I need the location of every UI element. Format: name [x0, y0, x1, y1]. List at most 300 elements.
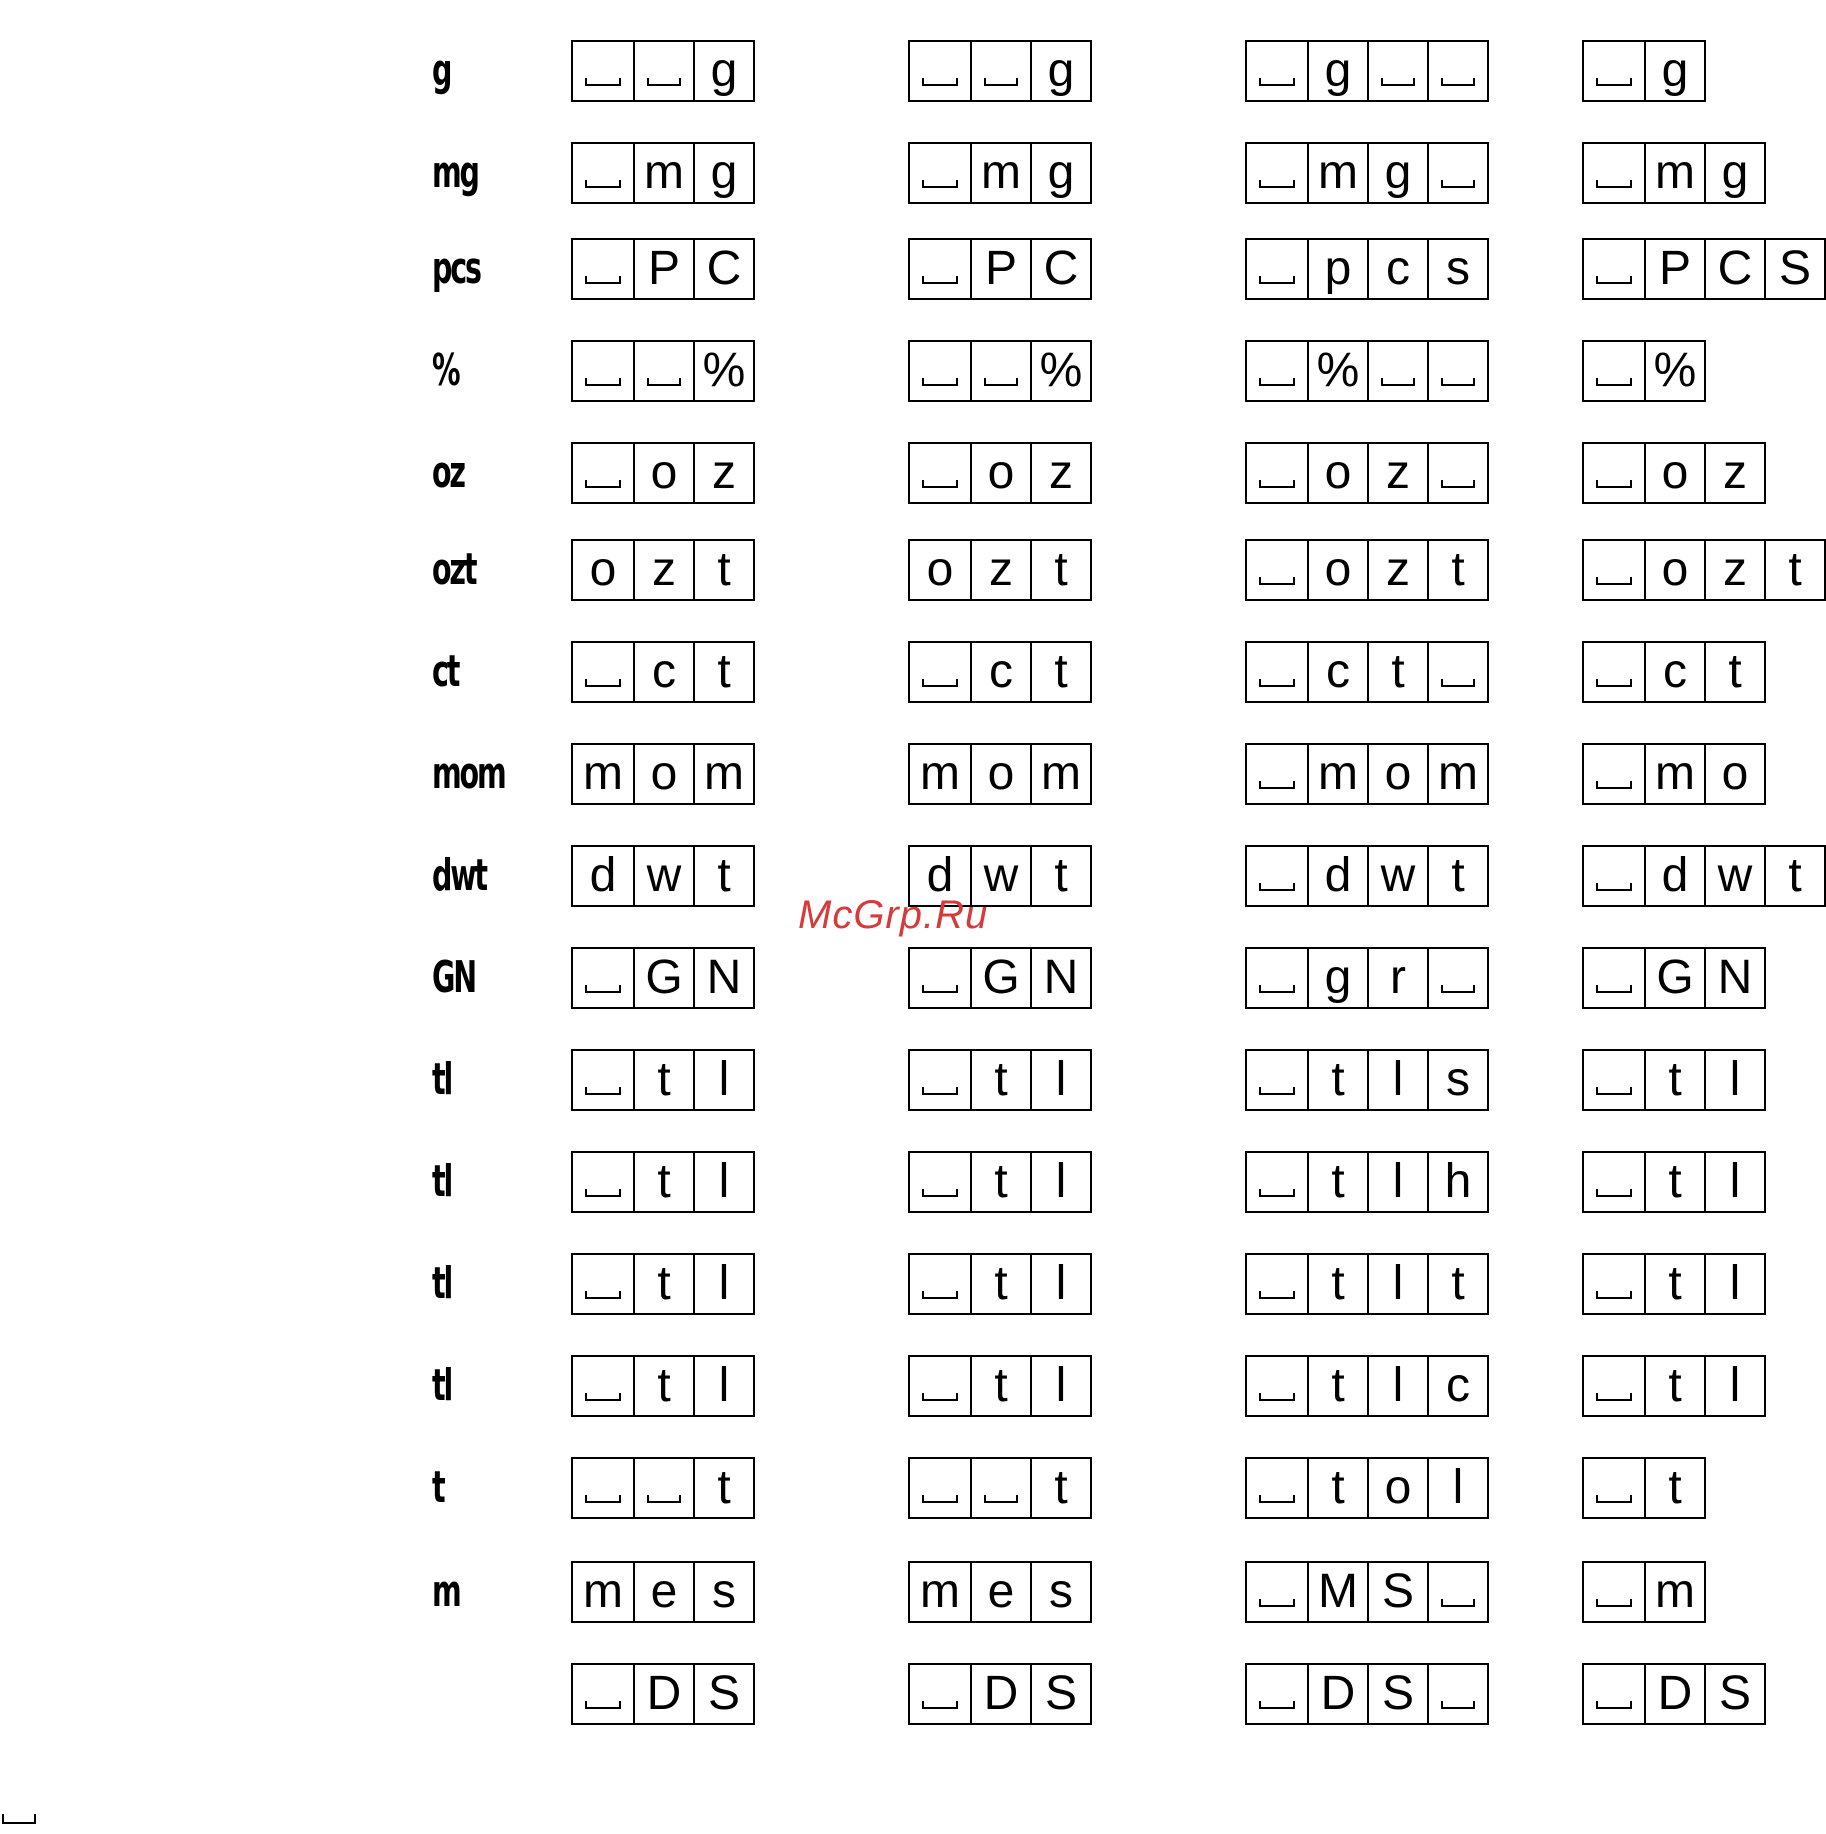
char-cell: M	[1307, 1563, 1367, 1621]
blank-cell	[910, 949, 970, 1007]
display-1	[571, 40, 755, 102]
char-cell: t	[1427, 541, 1487, 599]
blank-cell	[1584, 1459, 1644, 1517]
char-cell: t	[970, 1153, 1030, 1211]
char-cell: l	[1704, 1153, 1764, 1211]
unit-label: pcs	[432, 243, 480, 294]
char-cell: o	[1704, 745, 1764, 803]
blank-cell	[910, 240, 970, 298]
char-cell: c	[1644, 643, 1704, 701]
unit-row	[0, 535, 1802, 605]
char-cell: m	[1307, 745, 1367, 803]
blank-cell	[1427, 1563, 1487, 1621]
blank-cell	[910, 342, 970, 400]
char-cell: c	[1427, 1357, 1487, 1415]
char-cell: t	[693, 541, 753, 599]
display-3	[1245, 1457, 1489, 1519]
char-cell: t	[1030, 643, 1090, 701]
char-cell: o	[926, 543, 954, 596]
char-cell: l	[693, 1357, 753, 1415]
blank-cell	[573, 643, 633, 701]
blank-cell	[1427, 1665, 1487, 1723]
char-cell: o	[1644, 444, 1704, 502]
char-cell: g	[1030, 144, 1090, 202]
char-cell: t	[693, 1459, 753, 1517]
unit-row	[0, 1557, 1786, 1627]
display-2	[908, 1561, 1092, 1623]
blank-cell	[1584, 541, 1644, 599]
blank-cell	[910, 1459, 970, 1517]
unit-row	[0, 739, 1786, 809]
char-cell: z	[1704, 541, 1764, 599]
blank-cell	[1427, 342, 1487, 400]
display-4	[1582, 1253, 1766, 1315]
char-cell: t	[1307, 1357, 1367, 1415]
display-1	[571, 442, 755, 504]
blank-symbol-mark	[2, 1814, 36, 1824]
display-1	[571, 641, 755, 703]
char-cell: t	[1307, 1051, 1367, 1109]
blank-cell	[1247, 342, 1307, 400]
blank-cell	[1584, 1357, 1644, 1415]
display-4	[1582, 1561, 1706, 1623]
unit-row	[0, 1351, 1786, 1421]
char-cell: d	[1644, 847, 1704, 905]
char-cell: z	[1367, 541, 1427, 599]
char-cell: G	[633, 949, 693, 1007]
display-4	[1582, 1457, 1706, 1519]
char-cell: t	[1704, 643, 1764, 701]
char-cell: S	[1367, 1563, 1427, 1621]
char-cell: s	[1030, 1563, 1090, 1621]
char-cell: C	[1030, 240, 1090, 298]
unit-row	[0, 336, 1786, 406]
display-1	[571, 238, 755, 300]
char-cell: t	[1307, 1255, 1367, 1313]
display-1	[571, 340, 755, 402]
unit-row	[0, 234, 1811, 304]
blank-cell	[1584, 745, 1644, 803]
display-2	[908, 947, 1092, 1009]
display-3	[1245, 947, 1489, 1009]
blank-cell	[573, 1051, 633, 1109]
display-2	[908, 1663, 1092, 1725]
display-4	[1582, 845, 1826, 907]
display-3	[1245, 845, 1489, 907]
unit-label: oz	[432, 447, 464, 498]
char-cell: o	[970, 444, 1030, 502]
display-4	[1582, 1151, 1766, 1213]
blank-cell	[1367, 42, 1427, 100]
char-cell: l	[1704, 1357, 1764, 1415]
blank-cell	[910, 1255, 970, 1313]
unit-label: GN	[432, 952, 475, 1003]
display-2	[908, 1151, 1092, 1213]
display-1	[571, 1355, 755, 1417]
char-cell: S	[1030, 1665, 1090, 1723]
char-cell: t	[1307, 1459, 1367, 1517]
blank-cell	[910, 1051, 970, 1109]
blank-cell	[573, 1459, 633, 1517]
char-cell: t	[633, 1153, 693, 1211]
blank-cell	[1427, 949, 1487, 1007]
char-cell: o	[1307, 444, 1367, 502]
char-cell: m	[1644, 745, 1704, 803]
display-3	[1245, 1151, 1489, 1213]
char-cell: g	[1704, 144, 1764, 202]
blank-cell	[1247, 745, 1307, 803]
char-cell: l	[1704, 1255, 1764, 1313]
display-4	[1582, 142, 1766, 204]
display-1	[571, 1561, 755, 1623]
unit-row	[0, 1147, 1786, 1217]
display-3	[1245, 1355, 1489, 1417]
char-cell: c	[1307, 643, 1367, 701]
unit-label: mom	[432, 748, 505, 799]
blank-cell	[910, 1153, 970, 1211]
char-cell: m	[920, 1565, 960, 1618]
char-cell: m	[1427, 745, 1487, 803]
char-cell: d	[1307, 847, 1367, 905]
blank-cell	[910, 42, 970, 100]
char-cell: z	[1704, 444, 1764, 502]
char-cell: m	[970, 144, 1030, 202]
display-1	[571, 1663, 755, 1725]
char-cell: t	[633, 1255, 693, 1313]
char-cell: t	[1307, 1153, 1367, 1211]
unit-row	[0, 1045, 1786, 1115]
display-4	[1582, 238, 1826, 300]
char-cell: z	[1367, 444, 1427, 502]
char-cell: t	[970, 1051, 1030, 1109]
blank-cell	[1584, 643, 1644, 701]
display-2	[908, 238, 1092, 300]
blank-cell	[1584, 444, 1644, 502]
blank-cell	[970, 342, 1030, 400]
blank-cell	[1584, 1153, 1644, 1211]
display-3	[1245, 238, 1489, 300]
unit-label: t	[432, 1462, 444, 1513]
blank-cell	[910, 144, 970, 202]
unit-label: tl	[432, 1156, 452, 1207]
char-cell: l	[693, 1153, 753, 1211]
char-cell: l	[693, 1051, 753, 1109]
unit-label: tl	[432, 1054, 452, 1105]
blank-cell	[910, 643, 970, 701]
char-cell: t	[1030, 1459, 1090, 1517]
char-cell: o	[1367, 1459, 1427, 1517]
char-cell: D	[1644, 1665, 1704, 1723]
blank-cell	[633, 1459, 693, 1517]
char-cell: d	[926, 849, 954, 902]
blank-cell	[1247, 1459, 1307, 1517]
blank-cell	[573, 949, 633, 1007]
char-cell: l	[693, 1255, 753, 1313]
display-2	[908, 40, 1092, 102]
blank-cell	[1247, 1255, 1307, 1313]
char-cell: h	[1427, 1153, 1487, 1211]
char-cell: %	[1644, 342, 1704, 400]
display-3	[1245, 743, 1489, 805]
char-cell: N	[1704, 949, 1764, 1007]
char-cell: %	[1307, 342, 1367, 400]
char-cell: l	[1030, 1153, 1090, 1211]
char-cell: m	[1644, 1563, 1704, 1621]
blank-cell	[573, 1665, 633, 1723]
display-4	[1582, 947, 1766, 1009]
char-cell: m	[1644, 144, 1704, 202]
display-4	[1582, 539, 1826, 601]
blank-cell	[1247, 444, 1307, 502]
display-2	[908, 641, 1092, 703]
char-cell: m	[1307, 144, 1367, 202]
blank-cell	[1247, 1051, 1307, 1109]
char-cell: l	[1367, 1255, 1427, 1313]
char-cell: S	[1367, 1665, 1427, 1723]
unit-row	[0, 637, 1786, 707]
display-2	[908, 142, 1092, 204]
blank-cell	[910, 1665, 970, 1723]
display-3	[1245, 1253, 1489, 1315]
unit-label: tl	[432, 1360, 452, 1411]
display-2	[908, 1253, 1092, 1315]
char-cell: m	[633, 144, 693, 202]
blank-cell	[1247, 1153, 1307, 1211]
unit-label: ct	[432, 646, 459, 697]
blank-cell	[1584, 342, 1644, 400]
char-cell: t	[970, 1357, 1030, 1415]
blank-cell	[1247, 1563, 1307, 1621]
char-cell: m	[583, 1565, 623, 1618]
char-cell: S	[693, 1665, 753, 1723]
char-cell: w	[1367, 847, 1427, 905]
char-cell: c	[970, 643, 1030, 701]
display-2	[908, 1049, 1092, 1111]
blank-cell	[1427, 643, 1487, 701]
display-1	[571, 1457, 755, 1519]
char-cell: N	[1030, 949, 1090, 1007]
char-cell: t	[1427, 847, 1487, 905]
char-cell: C	[693, 240, 753, 298]
display-3	[1245, 1561, 1489, 1623]
blank-cell	[1584, 1051, 1644, 1109]
blank-cell	[1247, 643, 1307, 701]
char-cell: g	[1644, 42, 1704, 100]
blank-cell	[1367, 342, 1427, 400]
char-cell: g	[1307, 42, 1367, 100]
display-4	[1582, 442, 1766, 504]
char-cell: o	[1644, 541, 1704, 599]
char-cell: e	[970, 1563, 1030, 1621]
char-cell: r	[1367, 949, 1427, 1007]
char-cell: t	[633, 1357, 693, 1415]
char-cell: o	[633, 444, 693, 502]
display-4	[1582, 1663, 1766, 1725]
blank-cell	[1247, 42, 1307, 100]
display-3	[1245, 142, 1489, 204]
unit-row	[0, 1453, 1786, 1523]
blank-cell	[1584, 949, 1644, 1007]
blank-cell	[573, 240, 633, 298]
display-3	[1245, 1049, 1489, 1111]
char-cell: o	[589, 543, 617, 596]
display-3	[1245, 641, 1489, 703]
unit-label: m	[432, 1566, 460, 1617]
char-cell: l	[1704, 1051, 1764, 1109]
char-cell: l	[1367, 1051, 1427, 1109]
char-cell: m	[920, 747, 960, 800]
char-cell: g	[693, 42, 753, 100]
unit-row	[0, 438, 1786, 508]
blank-cell	[573, 42, 633, 100]
blank-cell	[573, 1255, 633, 1313]
blank-cell	[573, 342, 633, 400]
char-cell: P	[1644, 240, 1704, 298]
display-2	[908, 340, 1092, 402]
display-2	[908, 1457, 1092, 1519]
char-cell: z	[693, 444, 753, 502]
blank-cell	[573, 1357, 633, 1415]
char-cell: m	[693, 745, 753, 803]
display-4	[1582, 40, 1706, 102]
char-cell: l	[1367, 1357, 1427, 1415]
blank-cell	[1584, 1665, 1644, 1723]
char-cell: z	[1030, 444, 1090, 502]
blank-cell	[1247, 847, 1307, 905]
char-cell: t	[1644, 1153, 1704, 1211]
char-cell: P	[970, 240, 1030, 298]
display-2	[908, 743, 1092, 805]
display-3	[1245, 442, 1489, 504]
char-cell: P	[633, 240, 693, 298]
display-2	[908, 1355, 1092, 1417]
display-4	[1582, 340, 1706, 402]
unit-label: mg	[432, 147, 478, 198]
char-cell: c	[633, 643, 693, 701]
blank-cell	[573, 444, 633, 502]
blank-cell	[910, 444, 970, 502]
char-cell: D	[633, 1665, 693, 1723]
char-cell: g	[693, 144, 753, 202]
char-cell: w	[1704, 847, 1764, 905]
blank-cell	[1247, 1665, 1307, 1723]
display-1	[571, 743, 755, 805]
display-1	[571, 142, 755, 204]
blank-cell	[970, 42, 1030, 100]
unit-label: dwt	[432, 850, 486, 901]
blank-cell	[1247, 949, 1307, 1007]
blank-cell	[970, 1459, 1030, 1517]
char-cell: t	[1764, 541, 1824, 599]
char-cell: D	[1307, 1665, 1367, 1723]
char-cell: l	[1030, 1051, 1090, 1109]
display-4	[1582, 1355, 1766, 1417]
blank-cell	[1247, 144, 1307, 202]
char-cell: e	[633, 1563, 693, 1621]
display-3	[1245, 340, 1489, 402]
char-cell: s	[1427, 1051, 1487, 1109]
char-cell: S	[1764, 240, 1824, 298]
char-cell: t	[633, 1051, 693, 1109]
char-cell: o	[633, 745, 693, 803]
unit-row	[0, 138, 1786, 208]
char-cell: %	[693, 342, 753, 400]
display-1	[571, 539, 755, 601]
blank-cell	[1584, 42, 1644, 100]
char-cell: t	[693, 643, 753, 701]
display-1	[571, 1253, 755, 1315]
blank-cell	[910, 1357, 970, 1415]
display-4	[1582, 641, 1766, 703]
blank-cell	[1584, 847, 1644, 905]
char-cell: t	[970, 1255, 1030, 1313]
char-cell: t	[693, 847, 753, 905]
blank-cell	[1584, 1563, 1644, 1621]
watermark: McGrp.Ru	[798, 893, 989, 937]
unit-label: ozt	[432, 544, 476, 595]
char-cell: g	[1367, 144, 1427, 202]
char-cell: l	[1030, 1255, 1090, 1313]
char-cell: S	[1704, 1665, 1764, 1723]
char-cell: t	[1427, 1255, 1487, 1313]
blank-cell	[1427, 444, 1487, 502]
char-cell: t	[1644, 1051, 1704, 1109]
char-cell: o	[970, 745, 1030, 803]
char-cell: l	[1367, 1153, 1427, 1211]
char-cell: G	[970, 949, 1030, 1007]
display-3	[1245, 539, 1489, 601]
unit-label: g	[432, 45, 451, 96]
char-cell: t	[1764, 847, 1824, 905]
unit-row	[0, 36, 1786, 106]
char-cell: %	[1030, 342, 1090, 400]
char-cell: o	[1307, 541, 1367, 599]
char-cell: s	[693, 1563, 753, 1621]
char-cell: t	[1030, 847, 1090, 905]
char-cell: t	[1644, 1357, 1704, 1415]
char-cell: t	[1030, 541, 1090, 599]
blank-cell	[633, 342, 693, 400]
char-cell: D	[970, 1665, 1030, 1723]
char-cell: z	[970, 541, 1030, 599]
blank-cell	[1584, 1255, 1644, 1313]
blank-cell	[1427, 42, 1487, 100]
char-cell: m	[1030, 745, 1090, 803]
unit-label: %	[432, 345, 459, 396]
display-2	[908, 442, 1092, 504]
char-cell: w	[633, 847, 693, 905]
blank-cell	[1247, 541, 1307, 599]
blank-cell	[1247, 1357, 1307, 1415]
char-cell: t	[1644, 1255, 1704, 1313]
unit-label: tl	[432, 1258, 452, 1309]
blank-cell	[573, 1153, 633, 1211]
char-cell: N	[693, 949, 753, 1007]
blank-cell	[1247, 240, 1307, 298]
display-4	[1582, 1049, 1766, 1111]
display-2	[908, 539, 1092, 601]
display-1	[571, 947, 755, 1009]
char-cell: c	[1367, 240, 1427, 298]
char-cell: s	[1427, 240, 1487, 298]
display-1	[571, 1049, 755, 1111]
blank-cell	[1427, 144, 1487, 202]
char-cell: m	[583, 747, 623, 800]
char-cell: g	[1307, 949, 1367, 1007]
blank-cell	[1584, 240, 1644, 298]
display-3	[1245, 40, 1489, 102]
blank-cell	[1584, 144, 1644, 202]
